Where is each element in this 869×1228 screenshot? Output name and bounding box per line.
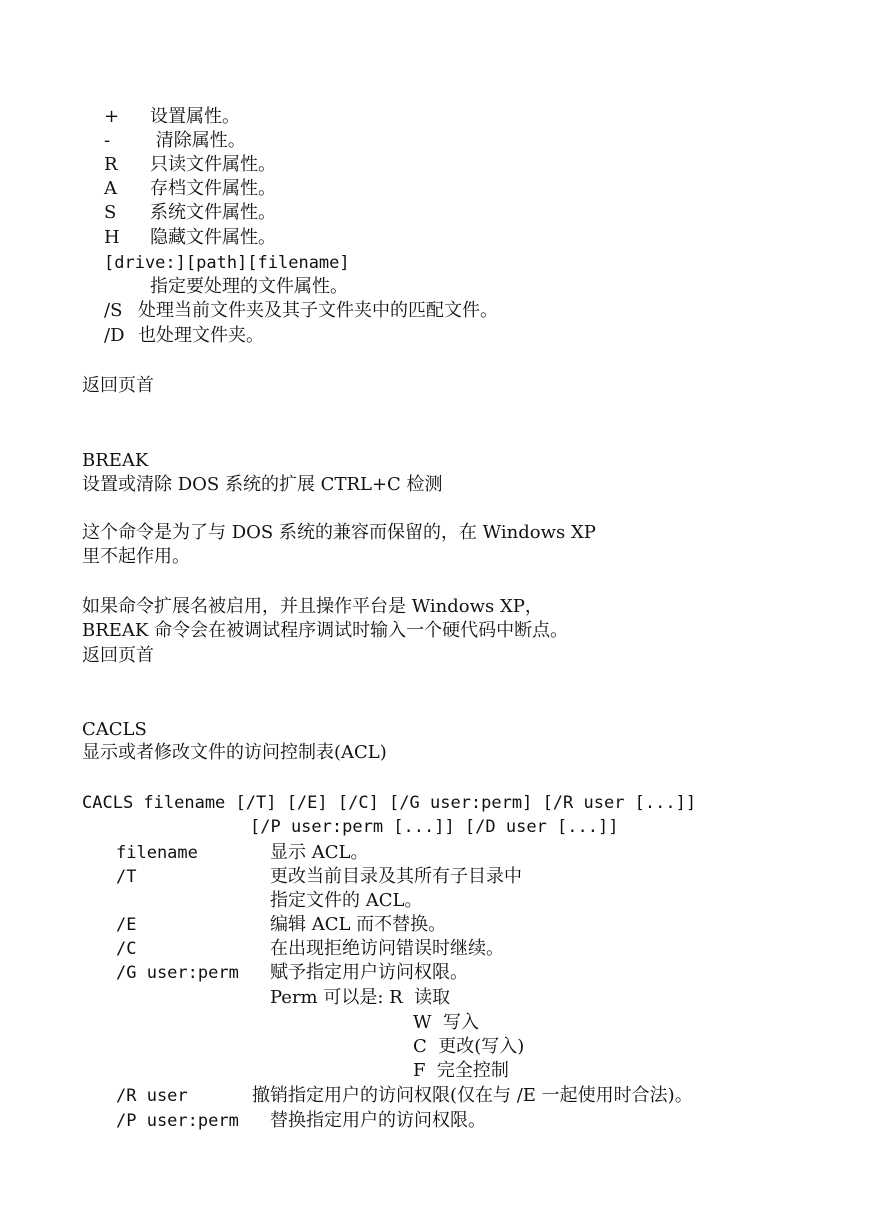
cacls-summary: 显示或者修改文件的访问控制表(ACL) — [82, 742, 387, 763]
cacls-perm-intro: Perm 可以是: R 读取 — [270, 987, 451, 1008]
back-to-top-link[interactable]: 返回页首 — [82, 375, 154, 396]
cacls-desc-r: 撤销指定用户的访问权限(仅在与 /E 一起使用时合法)。 — [252, 1085, 693, 1106]
cacls-param-g: /G user:perm — [116, 963, 239, 983]
cacls-desc-c: 在出现拒绝访问错误时继续。 — [270, 938, 504, 959]
attrib-flag-d-switch: /D — [104, 325, 125, 346]
cacls-param-p: /P user:perm — [116, 1111, 239, 1131]
attrib-desc-h: 隐藏文件属性。 — [150, 227, 276, 248]
attrib-flag-h: H — [104, 227, 120, 248]
break-para1-line1: 这个命令是为了与 DOS 系统的兼容而保留的，在 Windows XP — [82, 522, 596, 543]
break-para2-line1: 如果命令扩展名被启用，并且操作平台是 Windows XP， — [82, 596, 543, 617]
cacls-desc-e: 编辑 ACL 而不替换。 — [270, 914, 447, 935]
attrib-desc-a: 存档文件属性。 — [150, 178, 276, 199]
attrib-desc-plus: 设置属性。 — [150, 106, 240, 127]
attrib-desc-r: 只读文件属性。 — [150, 154, 276, 175]
attrib-flag-s: S — [104, 202, 117, 223]
cacls-param-t: /T — [116, 867, 137, 887]
cacls-perm-w: W 写入 — [413, 1012, 479, 1033]
attrib-flag-r: R — [104, 154, 118, 175]
attrib-flag-plus: + — [104, 106, 120, 127]
cacls-desc-filename: 显示 ACL。 — [270, 842, 369, 863]
cacls-param-filename: filename — [116, 843, 198, 863]
break-para2-line2: BREAK 命令会在被调试程序调试时输入一个硬代码中断点。 — [82, 620, 569, 641]
attrib-flag-minus: - — [104, 130, 111, 151]
cacls-param-c: /C — [116, 939, 137, 959]
break-title: BREAK — [82, 450, 149, 471]
cacls-desc-t: 更改当前目录及其所有子目录中 — [270, 866, 522, 887]
cacls-title: CACLS — [82, 719, 147, 740]
cacls-desc-p: 替换指定用户的访问权限。 — [270, 1110, 486, 1131]
attrib-path-desc: 指定要处理的文件属性。 — [150, 276, 348, 297]
attrib-desc-d-switch: 也处理文件夹。 — [138, 325, 264, 346]
cacls-perm-f: F 完全控制 — [413, 1060, 509, 1081]
break-para1-line2: 里不起作用。 — [82, 546, 190, 567]
attrib-flag-a: A — [104, 178, 117, 199]
attrib-desc-s-switch: 处理当前文件夹及其子文件夹中的匹配文件。 — [138, 300, 498, 321]
cacls-desc-g: 赋予指定用户访问权限。 — [270, 962, 468, 983]
back-to-top-link[interactable]: 返回页首 — [82, 645, 154, 666]
cacls-param-e: /E — [116, 915, 137, 935]
cacls-param-r: /R user — [116, 1086, 188, 1106]
break-summary: 设置或清除 DOS 系统的扩展 CTRL+C 检测 — [82, 474, 443, 495]
cacls-desc-t-cont: 指定文件的 ACL。 — [270, 890, 423, 911]
attrib-desc-minus: 清除属性。 — [150, 130, 246, 151]
attrib-desc-s: 系统文件属性。 — [150, 202, 276, 223]
attrib-path-param: [drive:][path][filename] — [104, 253, 350, 273]
cacls-perm-c: C 更改(写入) — [413, 1036, 525, 1057]
attrib-flag-s-switch: /S — [104, 300, 123, 321]
cacls-syntax-line2: [/P user:perm [...]] [/D user [...]] — [250, 817, 619, 837]
cacls-syntax-line1: CACLS filename [/T] [/E] [/C] [/G user:perm] [/R user [...]] — [82, 793, 697, 813]
